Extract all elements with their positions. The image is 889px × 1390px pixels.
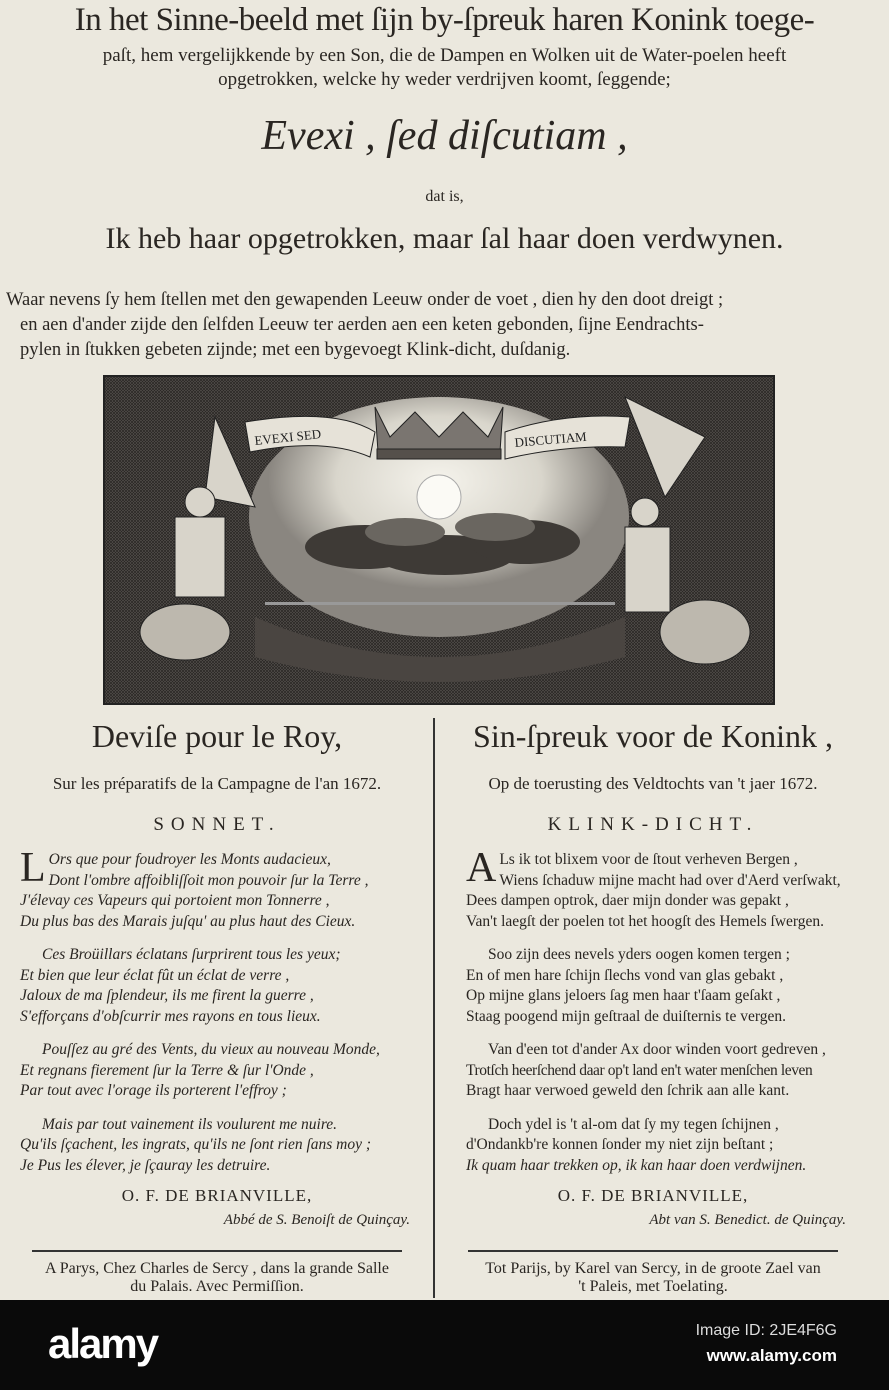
- emblem-engraving: [103, 375, 775, 705]
- paragraph-line: Waar nevens ſy hem ſtellen met den gewapenden Leeuw onder de voet , dien hy den doot dreigt ;: [6, 290, 724, 310]
- title-line-2: paſt, hem vergelijkkende by een Son, die de Dampen en Wolken uit de Water-poelen heeft: [102, 45, 787, 66]
- poem-line: d'Ondankb're konnen ſonder my niet zijn beſtant ;: [466, 1136, 774, 1153]
- sonnet-title: SONNET.: [153, 814, 281, 835]
- imprint-line: 't Paleis, met Toelating.: [578, 1278, 728, 1295]
- french-subheading: Sur les préparatifs de la Campagne de l'an 1672.: [52, 774, 382, 793]
- site-url[interactable]: www.alamy.com: [706, 1346, 837, 1365]
- klinkdicht-title: KLINK-DICHT.: [547, 814, 759, 835]
- rule: [468, 1250, 838, 1252]
- imprint-line: A Parys, Chez Charles de Sercy , dans la grande Salle: [45, 1260, 389, 1277]
- poem-line: Bragt haar verwoed geweld den ſchrik aan alle kant.: [466, 1082, 790, 1099]
- poem-line: Van d'een tot d'ander Ax door winden voort gedreven ,: [488, 1041, 826, 1058]
- author-title: Abbé de S. Benoiſt de Quinçay.: [223, 1212, 410, 1228]
- dat-is: dat is,: [425, 188, 464, 205]
- title-line-1: In het Sinne-beeld met ſijn by-ſpreuk haren Konink toege-: [74, 2, 815, 38]
- poem-line: Mais par tout vainement ils voulurent me nuire.: [42, 1115, 338, 1133]
- author-title: Abt van S. Benedict. de Quinçay.: [649, 1212, 846, 1228]
- dutch-sonnet: [438, 845, 868, 1176]
- poem-line: Op mijne glans jeloers ſag men haar t'ſaam geſakt ,: [466, 987, 781, 1004]
- latin-motto: Evexi , ſed diſcutiam ,: [261, 113, 628, 159]
- poem-line: Ik quam haar trekken op, ik kan haar doen verdwijnen.: [466, 1156, 807, 1174]
- poem-line: Ls ik tot blixem voor de ſtout verheven Bergen ,: [499, 851, 798, 868]
- intro-paragraph: [6, 288, 886, 363]
- banner-left-text: EVEXI SED: [253, 426, 322, 448]
- rule: [32, 1250, 402, 1252]
- engraving-image: [105, 377, 773, 703]
- poem-line: Doch ydel is 't al-om dat ſy my tegen ſchijnen ,: [488, 1115, 779, 1133]
- french-column: [2, 718, 432, 1229]
- drop-cap: A: [466, 845, 497, 891]
- poem-line: Du plus bas des Marais juſqu' au plus haut des Cieux.: [20, 912, 356, 930]
- poem-line: Trotſch heerſchend daar op't land en't water menſchen leven: [466, 1061, 813, 1079]
- poem-line: Staag poogend mijn geſtraal de duiſternis te vergen.: [466, 1007, 786, 1025]
- poem-line: Dont l'ombre affoibliſſoit mon pouvoir ſur la Terre ,: [48, 871, 369, 889]
- poem-line: Van't laegſt der poelen tot het hoogſt des Hemels ſwergen.: [466, 912, 825, 930]
- poem-line: Dees dampen optrok, daer mijn donder was gepakt ,: [466, 892, 789, 909]
- french-sonnet: [2, 845, 432, 1176]
- poem-line: Soo zijn dees nevels yders oogen komen tergen ;: [488, 946, 790, 963]
- title-line-3: opgetrokken, welcke hy weder verdrijven koomt, ſeggende;: [218, 69, 671, 90]
- title-continuation: [0, 44, 889, 92]
- poem-line: Et bien que leur éclat fût un éclat de verre ,: [20, 966, 290, 984]
- imprint-line: Tot Parijs, by Karel van Sercy, in de groote Zael van: [485, 1260, 821, 1277]
- banner-right-text: DISCUTIAM: [513, 428, 588, 450]
- imprint: [2, 1260, 432, 1296]
- french-heading: Deviſe pour le Roy,: [91, 718, 343, 754]
- poem-line: Qu'ils ſçachent, les ingrats, qu'ils ne ſont rien ſans moy ;: [20, 1136, 372, 1153]
- poem-line: Wiens ſchaduw mijne macht had over d'Aerd verſwakt,: [499, 871, 841, 889]
- poem-line: Par tout avec l'orage ils porterent l'effroy ;: [20, 1082, 287, 1099]
- dutch-heading: Sin-ſpreuk voor de Konink ,: [473, 718, 833, 754]
- motto-translation: Ik heb haar opgetrokken, maar ſal haar doen verdwynen.: [105, 222, 784, 255]
- poem-line: Ces Broüillars éclatans ſurprirent tous les yeux;: [42, 946, 341, 963]
- imprint-line: du Palais. Avec Permiſſion.: [130, 1278, 304, 1295]
- alamy-logo: alamy: [48, 1320, 158, 1367]
- dutch-subheading: Op de toerusting des Veldtochts van 't jaer 1672.: [488, 774, 818, 793]
- poem-line: Pouſſez au gré des Vents, du vieux au nouveau Monde,: [42, 1041, 380, 1058]
- paragraph-line: en aen d'ander zijde den ſelfden Leeuw ter aerden aen een keten gebonden, ſijne Eendrachts-: [20, 315, 704, 335]
- imprint: [438, 1260, 868, 1296]
- drop-cap: L: [20, 845, 46, 891]
- dutch-column: [438, 718, 868, 1229]
- chained-lion: [140, 604, 230, 660]
- author-signature: O. F. DE BRIANVILLE,: [121, 1186, 313, 1205]
- sea-horizon: [265, 602, 615, 605]
- image-id: Image ID: 2JE4F6G: [695, 1322, 837, 1339]
- poem-line: En of men hare ſchijn ſlechs vond van glas gebakt ,: [466, 966, 784, 984]
- column-divider: [433, 718, 435, 1298]
- poem-line: Jaloux de ma ſplendeur, ils me firent la guerre ,: [20, 987, 314, 1004]
- author-signature: O. F. DE BRIANVILLE,: [557, 1186, 749, 1205]
- poem-line: S'efforçans d'obſcurrir mes rayons en tous lieux.: [20, 1007, 321, 1025]
- poem-line: Et regnans fierement ſur la Terre & ſur l'Onde ,: [20, 1061, 314, 1079]
- paragraph-line: pylen in ſtukken gebeten zijnde; met een bygevoegt Klink-dicht, duſdanig.: [20, 340, 571, 360]
- poem-line: Ors que pour foudroyer les Monts audacieux,: [48, 851, 331, 868]
- poem-line: Je Pus les élever, je ſçauray les detruire.: [20, 1156, 271, 1174]
- poem-line: J'élevay ces Vapeurs qui portoient mon Tonnerre ,: [20, 892, 330, 909]
- lion-underfoot: [660, 600, 750, 664]
- sun-icon: [417, 475, 461, 519]
